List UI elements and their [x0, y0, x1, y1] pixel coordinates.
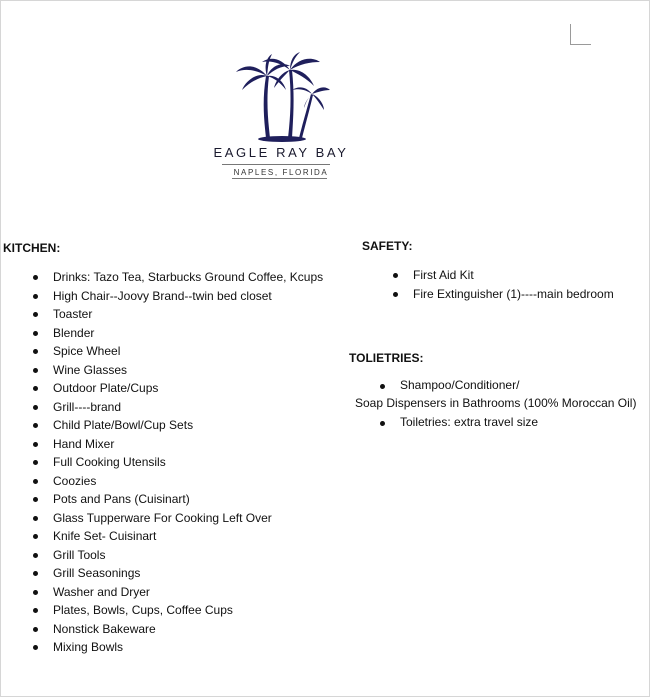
list-item: Hand Mixer: [53, 435, 323, 454]
toiletries-item-soap: Soap Dispensers in Bathrooms (100% Moroccan Oil): [355, 396, 637, 410]
list-item: Wine Glasses: [53, 361, 323, 380]
list-item: Fire Extinguisher (1)----main bedroom: [413, 285, 614, 304]
list-item: High Chair--Joovy Brand--twin bed closet: [53, 287, 323, 306]
list-item: Glass Tupperware For Cooking Left Over: [53, 509, 323, 528]
safety-list: [413, 266, 614, 303]
list-item: Drinks: Tazo Tea, Starbucks Ground Coffee, Kcups: [53, 268, 323, 287]
brand-rule-bottom: [232, 178, 327, 179]
list-item: Mixing Bowls: [53, 638, 323, 657]
kitchen-heading: KITCHEN:: [3, 241, 61, 255]
brand-rule-top: [222, 164, 330, 165]
palm-trees-icon: [232, 50, 332, 142]
list-item: Plates, Bowls, Cups, Coffee Cups: [53, 601, 323, 620]
list-item: Washer and Dryer: [53, 583, 323, 602]
list-item: Toaster: [53, 305, 323, 324]
toiletries-item-shampoo: Shampoo/Conditioner/: [400, 378, 520, 392]
list-item: Grill Seasonings: [53, 564, 323, 583]
list-item: Pots and Pans (Cuisinart): [53, 490, 323, 509]
safety-heading: SAFETY:: [362, 239, 413, 253]
brand-name: EAGLE RAY BAY: [213, 145, 349, 160]
list-item: First Aid Kit: [413, 266, 614, 285]
list-item: Outdoor Plate/Cups: [53, 379, 323, 398]
list-item: Coozies: [53, 472, 323, 491]
list-item: Spice Wheel: [53, 342, 323, 361]
toiletries-heading: TOLIETRIES:: [349, 351, 424, 365]
brand-location: NAPLES, FLORIDA: [233, 168, 329, 177]
list-item: Blender: [53, 324, 323, 343]
list-item: Grill Tools: [53, 546, 323, 565]
list-item: Knife Set- Cuisinart: [53, 527, 323, 546]
margin-corner-mark: [570, 24, 591, 45]
kitchen-list: [53, 268, 323, 657]
list-item: Nonstick Bakeware: [53, 620, 323, 639]
list-item: Child Plate/Bowl/Cup Sets: [53, 416, 323, 435]
toiletries-item-travel: Toiletries: extra travel size: [400, 415, 539, 429]
list-item: Full Cooking Utensils: [53, 453, 323, 472]
list-item: Grill----brand: [53, 398, 323, 417]
